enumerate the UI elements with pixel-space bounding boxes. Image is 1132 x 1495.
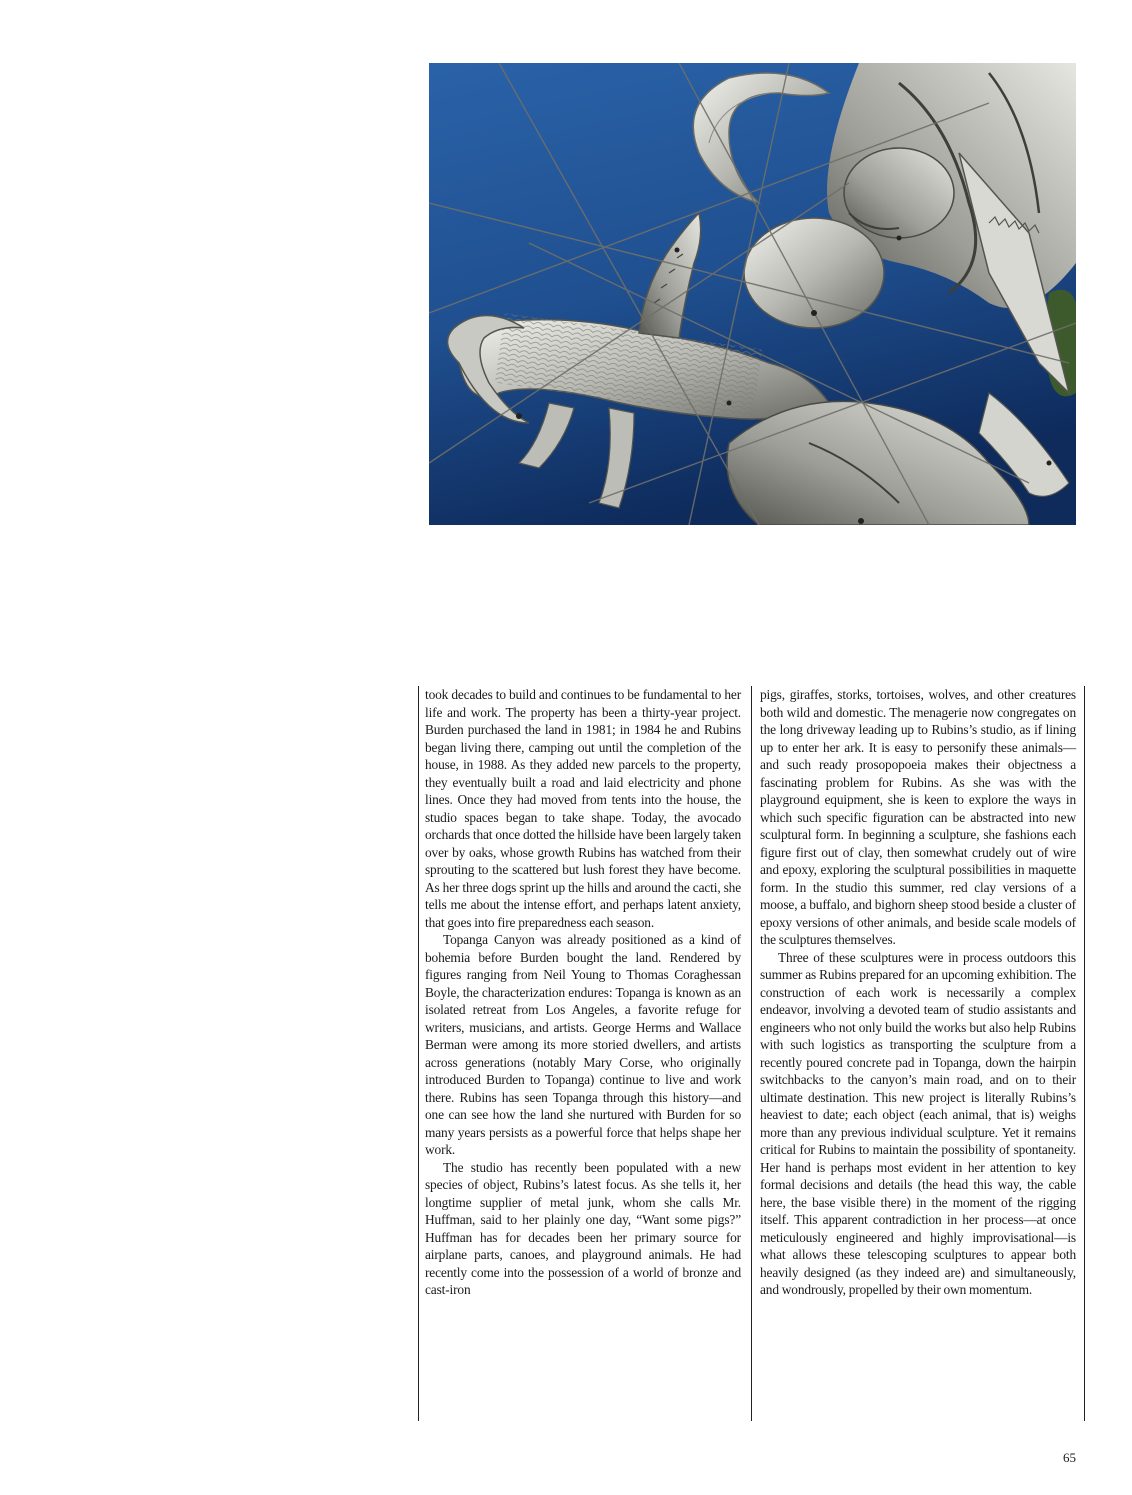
paragraph: The studio has recently been populated with a new species of object, Rubins’s latest focus. As she tells it, her longtime supplier of metal junk, whom she calls Mr. Huffman, said to her plainly one day, “Want some pigs?” Huffman has for decades been her primary source for airplane parts, canoes, and playground animals. He had recently come into the possession of a world of bronze and cast-iron [425,1159,741,1297]
article-column-left [425,686,741,1299]
sculpture-photograph [429,63,1076,525]
column-rule-right [1084,686,1085,1421]
sculpture-image [429,63,1076,525]
page-number: 65 [1063,1450,1076,1465]
paragraph: Three of these sculptures were in process outdoors this summer as Rubins prepared for an upcoming exhibition. The construction of each work is necessarily a complex endeavor, involving a devoted team of studio assistants and engineers who not only build the works but also help Rubins with such logistics as transporting the sculpture from a recently poured concrete pad in Topanga, down the hairpin switchbacks to the canyon’s main road, and on to their ultimate destination. This new project is literally Rubins’s heaviest to date; each object (each animal, that is) weighs more than any previous individual sculpture. Yet it remains critical for Rubins to maintain the possibility of spontaneity. Her hand is perhaps most evident in her attention to key formal decisions and details (the head this way, the cable here, the base visible there) in the moment of the rigging itself. This apparent contradiction in her process—at once meticulously engineered and highly improvisational—is what allows these telescoping sculptures to appear both heavily designed (as they indeed are) and simultaneously, and wondrously, propelled by their own momentum. [760,949,1076,1297]
paragraph: Topanga Canyon was already positioned as a kind of bohemia before Burden bought the land. Rendered by figures ranging from Neil Young to Thomas Coraghessan Boyle, the characterization endures: Topanga is known as an isolated retreat from Los Angeles, a favorite refuge for writers, musicians, and artists. George Herms and Wallace Berman were among its more storied dwellers, and artists across generations (notably Mary Corse, who originally introduced Burden to Topanga) continue to live and work there. Rubins has seen Topanga through this history—and one can see how the land she nurtured with Burden for so many years persists as a powerful force that helps shape her work. [425,932,741,1157]
column-rule-left [418,686,419,1421]
paragraph: took decades to build and continues to be fundamental to her life and work. The property has been a thirty-year project. Burden purchased the land in 1981; in 1984 he and Rubins began living there, camping out until the completion of the house, in 1988. As they added new parcels to the property, they eventually built a road and laid electricity and phone lines. Once they had moved from tents into the house, the studio spaces began to take shape. Today, the avocado orchards that once dotted the hillside have been largely taken over by oaks, whose growth Rubins has watched from their sprouting to the scattered but lush forest they have become. As her three dogs sprint up the hills and around the cacti, she tells me about the intense effort, and perhaps latent anxiety, that goes into fire preparedness each season. [425,687,741,930]
paragraph-continued: pigs, giraffes, storks, tortoises, wolves, and other creatures both wild and domestic. The menagerie now congregates on the long driveway leading up to Rubins’s studio, as if lining up to enter her ark. It is easy to personify these animals—and such ready prosopopoeia makes their objectness a fascinating problem for Rubins. As she was with the playground equipment, she is keen to explore the ways in which such specific figuration can be abstracted into new sculptural form. In beginning a sculpture, she fashions each figure first out of clay, then somewhat crudely out of wire and epoxy, exploring the sculptural possibilities in maquette form. In the studio this summer, red clay versions of a moose, a buffalo, and bighorn sheep stood beside a cluster of epoxy versions of other animals, and beside scale models of the sculptures themselves. [760,687,1076,947]
article-column-right [760,686,1076,1299]
column-rule-middle [751,686,752,1421]
